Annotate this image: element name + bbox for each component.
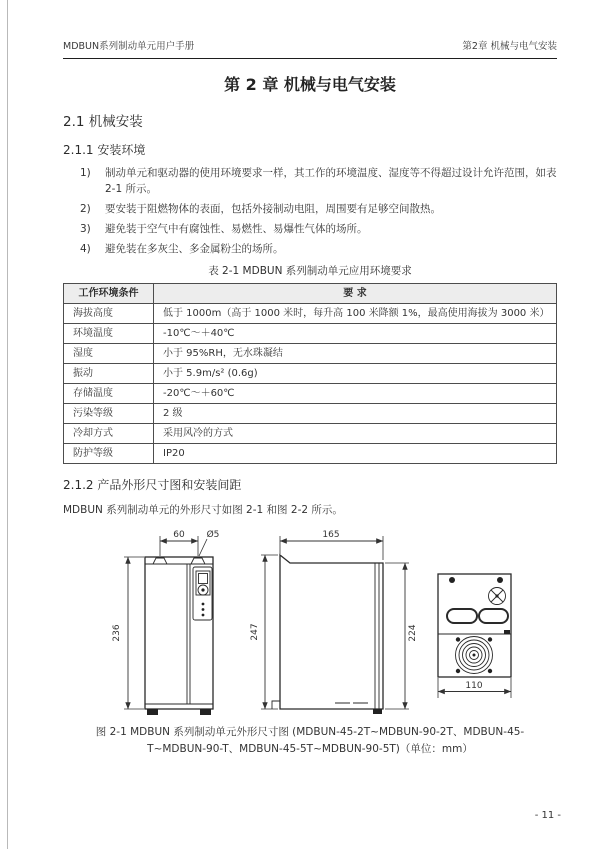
env-requirements-table bbox=[63, 283, 557, 464]
table-cell-value: 采用风冷的方式 bbox=[154, 424, 557, 444]
table-row bbox=[64, 384, 557, 404]
dimension-label: 110 bbox=[465, 681, 483, 691]
table-cell-label: 振动 bbox=[64, 364, 154, 384]
dimension-label: Ø5 bbox=[206, 530, 220, 540]
section-heading-2-1-2: 2.1.2 产品外形尺寸图和安装间距 bbox=[63, 478, 242, 492]
table-row bbox=[64, 424, 557, 444]
list-item-number: 1) bbox=[80, 167, 91, 179]
front-view-drawing bbox=[112, 529, 219, 715]
chapter-title: 第 2 章 机械与电气安装 bbox=[224, 75, 396, 94]
side-view-drawing bbox=[250, 530, 418, 714]
table-cell-value: -20℃～＋60℃ bbox=[154, 384, 557, 404]
table-cell-value: -10℃～＋40℃ bbox=[154, 324, 557, 344]
table-caption: 表 2-1 MDBUN 系列制动单元应用环境要求 bbox=[208, 265, 412, 277]
table-cell-value: 小于 5.9m/s² (0.6g) bbox=[154, 364, 557, 384]
list-item bbox=[63, 241, 557, 257]
list-item-text: 避免装在多灰尘、多金属粉尘的场所。 bbox=[105, 243, 284, 255]
table-cell-label: 湿度 bbox=[64, 344, 154, 364]
dimension-label: 165 bbox=[322, 530, 340, 540]
list-item bbox=[63, 201, 557, 217]
table-cell-label: 环境温度 bbox=[64, 324, 154, 344]
figure-caption bbox=[63, 724, 557, 758]
dimension-label: 60 bbox=[173, 530, 185, 540]
table-cell-label: 冷却方式 bbox=[64, 424, 154, 444]
list-item-number: 2) bbox=[80, 203, 91, 215]
table-cell-label: 存储温度 bbox=[64, 384, 154, 404]
list-item bbox=[63, 221, 557, 237]
install-notes-list bbox=[63, 165, 557, 257]
list-item-number: 3) bbox=[80, 223, 91, 235]
table-row bbox=[64, 304, 557, 324]
bottom-view-drawing bbox=[438, 574, 511, 698]
table-row bbox=[64, 444, 557, 464]
list-item bbox=[63, 165, 557, 197]
table-cell-value: 2 级 bbox=[154, 404, 557, 424]
table-cell-label: 防护等级 bbox=[64, 444, 154, 464]
doc-header-left: MDBUN系列制动单元用户手册 bbox=[63, 41, 195, 52]
dimension-label: 236 bbox=[112, 624, 122, 642]
table-row bbox=[64, 364, 557, 384]
table-row bbox=[64, 404, 557, 424]
page-number: - 11 - bbox=[534, 810, 561, 821]
list-item-number: 4) bbox=[80, 243, 91, 255]
column-header-condition: 工作环境条件 bbox=[64, 284, 154, 304]
dimension-label: 224 bbox=[408, 624, 418, 642]
doc-header bbox=[63, 38, 557, 59]
doc-header-right: 第2章 机械与电气安装 bbox=[462, 41, 557, 52]
table-row bbox=[64, 324, 557, 344]
table-cell-value: IP20 bbox=[154, 444, 557, 464]
list-item-text: 制动单元和驱动器的使用环境要求一样，其工作的环境温度、湿度等不得超过设计允许范围，如表 2-1 所示。 bbox=[105, 167, 557, 195]
table-cell-value: 低于 1000m（高于 1000 米时，每升高 100 米降额 1%，最高使用海拔为 3000 米） bbox=[154, 304, 557, 324]
table-cell-label: 海拔高度 bbox=[64, 304, 154, 324]
section-heading-2-1-1: 2.1.1 安装环境 bbox=[63, 143, 146, 157]
table-cell-label: 污染等级 bbox=[64, 404, 154, 424]
figure-caption-line1: 图 2-1 MDBUN 系列制动单元外形尺寸图 (MDBUN-45-2T~MDBUN-90-2T、MDBUN-45- bbox=[95, 726, 525, 738]
figure-caption-line2: T~MDBUN-90-T、MDBUN-45-5T~MDBUN-90-5T)（单位：mm） bbox=[147, 743, 473, 755]
list-item-text: 避免装于空气中有腐蚀性、易燃性、易爆性气体的场所。 bbox=[105, 223, 368, 235]
dimension-label: 247 bbox=[250, 623, 260, 641]
dimension-drawing bbox=[0, 525, 613, 721]
section-2-1-2-intro: MDBUN 系列制动单元的外形尺寸如图 2-1 和图 2-2 所示。 bbox=[63, 504, 343, 516]
page-left-border bbox=[7, 0, 8, 849]
table-cell-value: 小于 95%RH，无水珠凝结 bbox=[154, 344, 557, 364]
section-heading-2-1: 2.1 机械安装 bbox=[63, 114, 143, 130]
list-item-text: 要安装于阻燃物体的表面，包括外接制动电阻，周围要有足够空间散热。 bbox=[105, 203, 441, 215]
table-row bbox=[64, 344, 557, 364]
table-header-row bbox=[64, 284, 557, 304]
column-header-requirement: 要 求 bbox=[154, 284, 557, 304]
